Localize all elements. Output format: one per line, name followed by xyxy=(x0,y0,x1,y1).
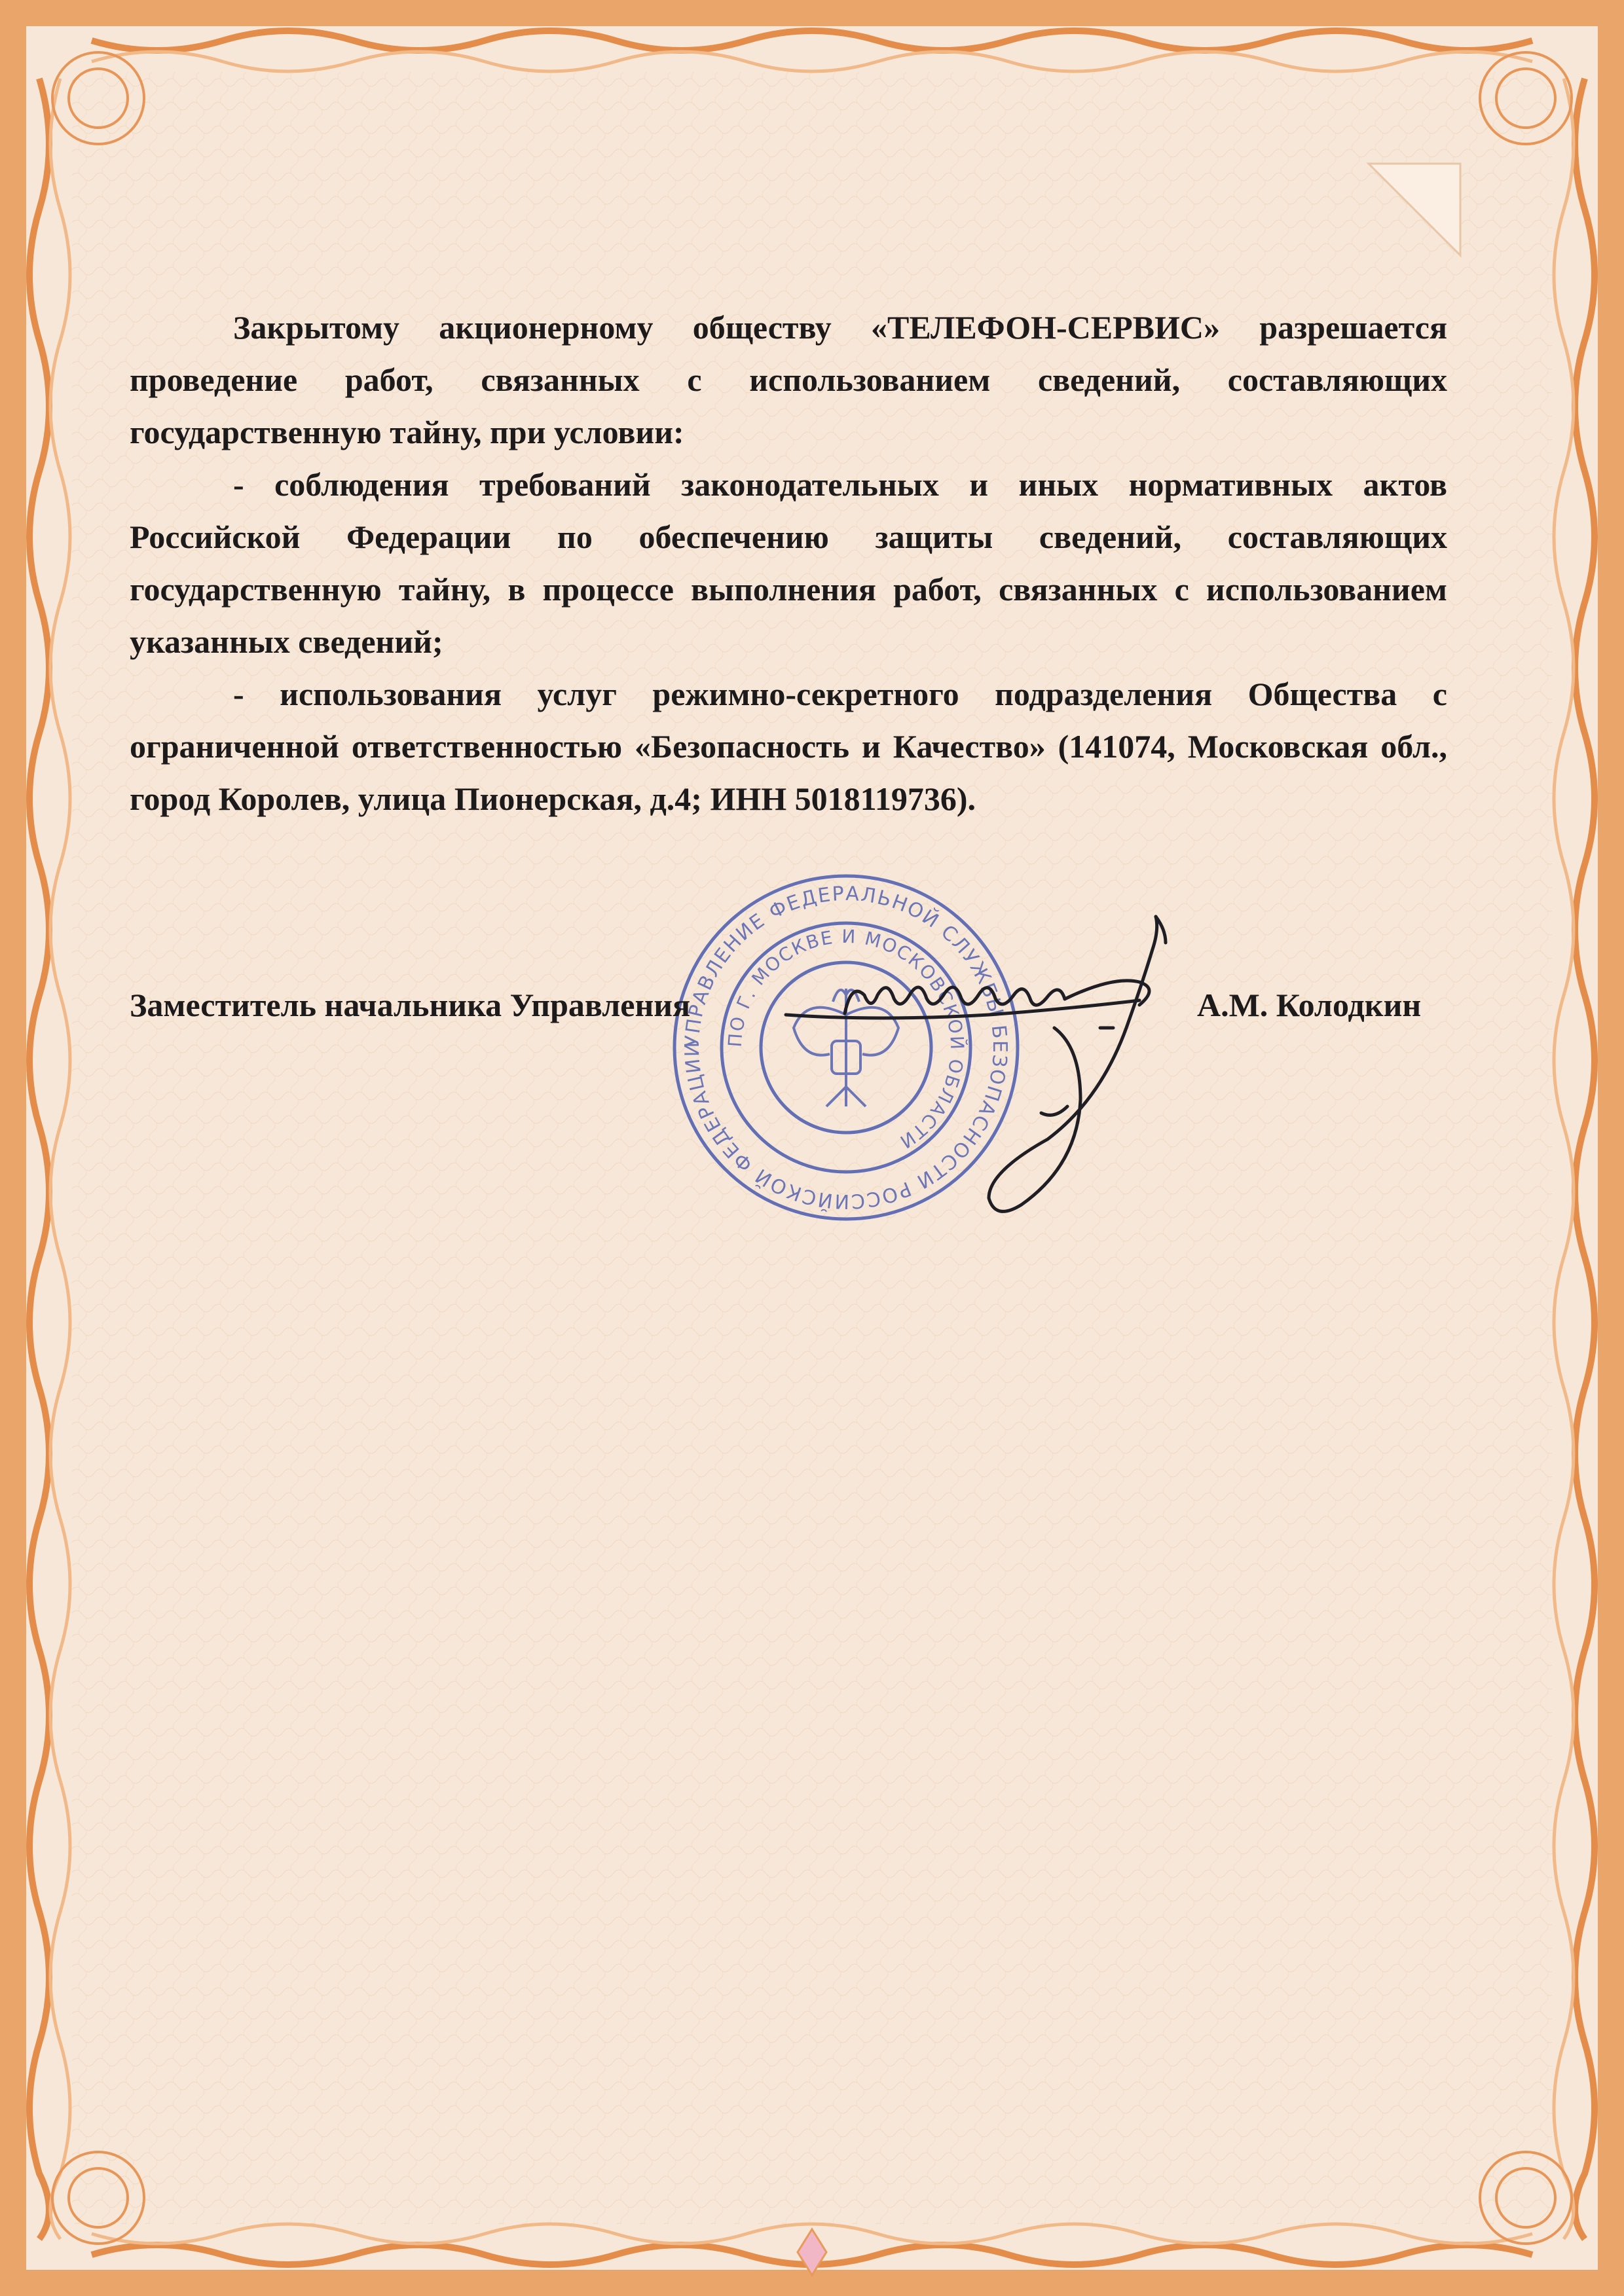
stamp-inner-text: ПО Г. МОСКВЕ И МОСКОВСКОЙ ОБЛАСТИ xyxy=(724,925,969,1154)
handwritten-signature xyxy=(773,890,1179,1231)
document-body xyxy=(130,301,1447,825)
paragraph-intro: Закрытому акционерному обществу «ТЕЛЕФОН-СЕРВИС» разрешается проведение работ, связанных с использованием сведений, составляющих государственную тайну, при условии: xyxy=(130,309,1447,450)
stamp-outer-text: УПРАВЛЕНИЕ ФЕДЕРАЛЬНОЙ СЛУЖБЫ БЕЗОПАСНОСТИ РОССИЙСКОЙ ФЕДЕРАЦИИ xyxy=(680,882,1012,1213)
signer-name: А.М. Колодкин xyxy=(1197,987,1422,1023)
paragraph-condition-2: - использования услуг режимно-секретного подразделения Общества с ограниченной ответственностью «Безопасность и Качество» (141074, Московская обл., город Королев, улица Пионерская, д.4; ИНН 5018119736). xyxy=(130,676,1447,817)
signer-title: Заместитель начальника Управления xyxy=(130,987,691,1023)
paragraph-condition-1: - соблюдения требований законодательных и иных нормативных актов Российской Федерации по обеспечению защиты сведений, составляющих государственную тайну, в процессе выполнения работ, связанных с использованием указанных сведений; xyxy=(130,466,1447,660)
